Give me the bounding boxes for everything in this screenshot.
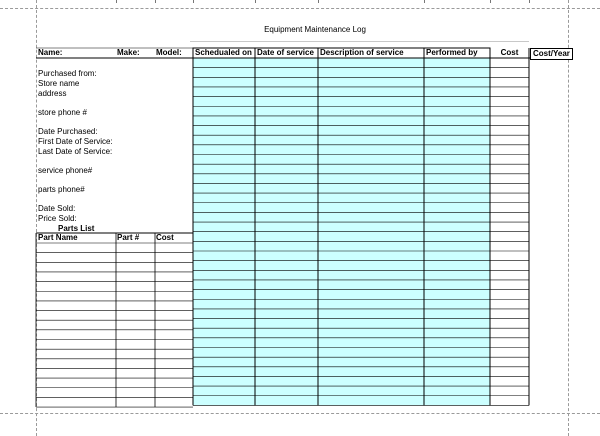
info-label: Date Purchased: xyxy=(38,127,98,136)
parts-col-cost: Cost xyxy=(156,233,174,242)
model-label: Model: xyxy=(156,48,182,57)
info-label: parts phone# xyxy=(38,185,85,194)
info-label: Price Sold: xyxy=(38,214,77,223)
info-label: address xyxy=(38,89,67,98)
make-label: Make: xyxy=(117,48,140,57)
name-label: Name: xyxy=(38,48,63,57)
col-scheduled-on: Schedualed on xyxy=(195,48,252,57)
info-label: Purchased from: xyxy=(38,69,97,78)
info-label: Store name xyxy=(38,79,80,88)
info-label: First Date of Service: xyxy=(38,137,113,146)
info-label: store phone # xyxy=(38,108,87,117)
col-description: Description of service xyxy=(320,48,404,57)
parts-col-name: Part Name xyxy=(38,233,78,242)
col-cost: Cost xyxy=(500,48,519,57)
sheet-title: Equipment Maintenance Log xyxy=(264,25,366,34)
info-label: service phone# xyxy=(38,166,93,175)
parts-col-number: Part # xyxy=(117,233,140,242)
col-cost-year: Cost/Year xyxy=(530,48,573,60)
info-label: Date Sold: xyxy=(38,204,76,213)
col-performed-by: Performed by xyxy=(426,48,478,57)
col-date-of-service: Date of service xyxy=(257,48,314,57)
parts-list-title: Parts List xyxy=(58,224,95,233)
info-label: Last Date of Service: xyxy=(38,147,113,156)
